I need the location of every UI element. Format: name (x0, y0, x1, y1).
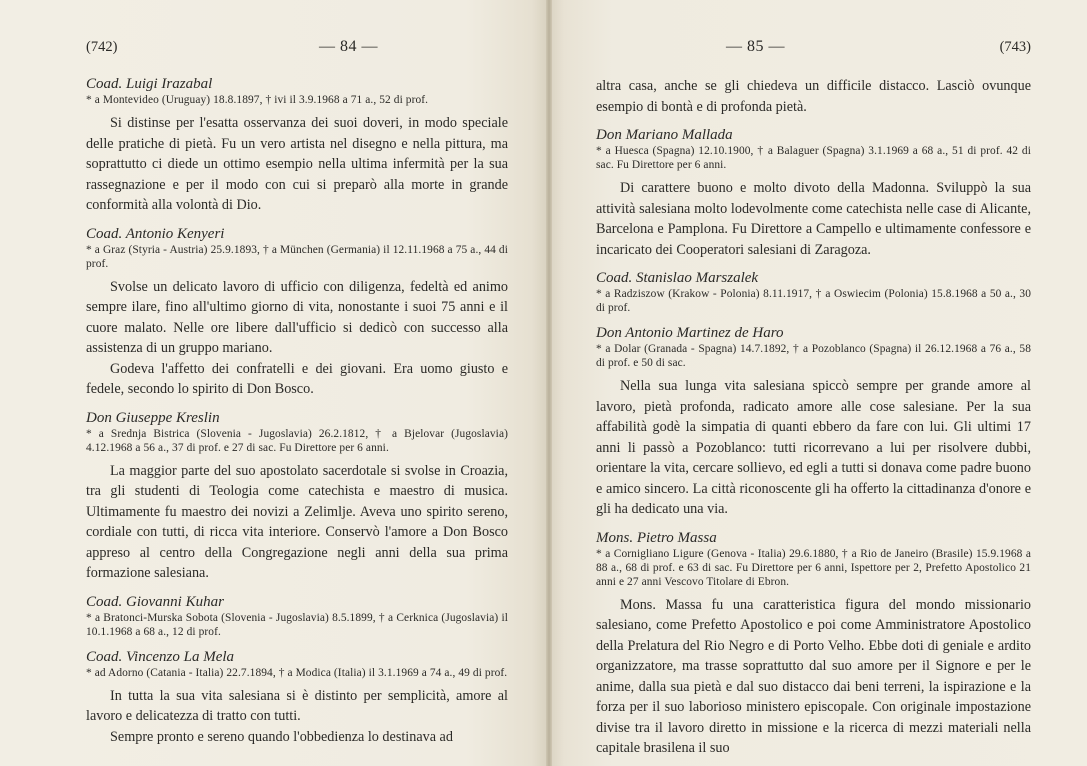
entry-paragraph: Svolse un delicato lavoro di ufficio con diligenza, fedeltà ed animo sempre ilare, fino all'ultimo giorno di vita, nonostante i suoi 75 anni e il cuore malato. Nelle ore libere dall'ufficio si dedicò con successo alla assistenza di un gruppo mariano. (86, 278, 508, 356)
entry-meta: * ad Adorno (Catania - Italia) 22.7.1894, † a Modica (Italia) il 3.1.1969 a 74 a., 49 di prof. (86, 666, 508, 679)
right-running-head (596, 38, 1031, 56)
entry-meta: * a Huesca (Spagna) 12.10.1900, † a Balaguer (Spagna) 3.1.1969 a 68 a., 51 di prof. 42 di sac. Fu Direttore per 6 anni. (596, 145, 1031, 171)
book-gutter (546, 0, 552, 766)
obituary-entry (596, 325, 1031, 520)
obituary-entry (86, 594, 508, 639)
right-page-number: — 85 — (726, 38, 785, 55)
entry-name: Coad. Stanislao Marszalek (596, 270, 759, 286)
entry-paragraph: Si distinse per l'esatta osservanza dei suoi doveri, in modo speciale delle pratiche di pietà. Fu un vero artista nel disegno e nella pittura, ma soprattutto ci diede un ottimo esempio nella ultima infermità per la sua rassegnazione e per il modo con cui si preparò alla morte in grande conformità alla volontà di Dio. (86, 115, 508, 213)
continuation-paragraph: altra casa, anche se gli chiedeva un difficile distacco. Lasciò ovunque esempio di bontà e di profonda pietà. (596, 78, 1031, 115)
entry-paragraph: La maggior parte del suo apostolato sacerdotale si svolse in Croazia, tra gli studenti di Teologia come catechista e maestro di musica. Ultimamente fu maestro dei novizi a Zelimlje. Aveva uno spirito sereno, cordiale con tutti, di ricca vita interiore. Conservò l'amore a Don Bosco appreso al centro della Congregazione negli anni della sua prima formazione salesiana. (86, 462, 508, 581)
entry-name: Coad. Giovanni Kuhar (86, 593, 224, 610)
entry-paragraph: Sempre pronto e sereno quando l'obbedienza lo destinava ad (110, 728, 453, 745)
obituary-entry (86, 649, 508, 748)
entry-meta: * a Montevideo (Uruguay) 18.8.1897, † ivi il 3.9.1968 a 71 a., 52 di prof. (86, 94, 429, 106)
obituary-entry (596, 530, 1031, 759)
obituary-entry (86, 410, 508, 584)
entry-paragraph: Di carattere buono e molto divoto della Madonna. Sviluppò la sua attività salesiana molto lodevolmente come catechista nelle case di Alicante, Barcelona e Pamplona. Fu Direttore a Campello e ultimamente confessore e incaricato dei Cooperatori salesiani di Zaragoza. (596, 180, 1031, 258)
entry-meta: * a Dolar (Granada - Spagna) 14.7.1892, † a Pozoblanco (Spagna) il 26.12.1968 a 76 a., 58 di prof. e 50 di sac. (596, 343, 1031, 369)
entry-meta: * a Bratonci-Murska Sobota (Slovenia - Jugoslavia) 8.5.1899, † a Cerknica (Jugoslavia) il 10.1.1968 a 68 a., 12 di prof. (86, 611, 508, 638)
entry-paragraph: In tutta la sua vita salesiana si è distinto per semplicità, amore al lavoro e delicatezza di tratto con tutti. (86, 687, 508, 724)
obituary-entry (86, 226, 508, 400)
left-running-head (86, 38, 508, 56)
entry-meta: * a Graz (Styria - Austria) 25.9.1893, † a München (Germania) il 12.11.1968 a 75 a., 44 di prof. (86, 243, 508, 270)
entry-name: Coad. Vincenzo La Mela (86, 648, 235, 665)
entry-paragraph: Mons. Massa fu una caratteristica figura del mondo missionario salesiano, come Prefetto Apostolico e poi come Amministratore Apostolico della Prelatura del Rio Negro e di Porto Velho. Ebbe doti di geniale e ardito organizzatore, ma trasse soprattutto dal suo amore per il Signore e per le anime, dalla sua pietà e dal suo distacco dai beni terreni, la ispirazione e la forza per il suo laborioso ministero episcopale. Con originale impostazione divise tra il lavoro diretto in missione e la ricerca di mezzi materiali nella capitale brasilena il suo (596, 596, 1031, 756)
obituary-entry (596, 127, 1031, 260)
right-page (548, 0, 1087, 766)
entry-name: Coad. Luigi Irazabal (86, 76, 213, 92)
entry-paragraph: Godeva l'affetto dei confratelli e dei giovani. Era uomo giusto e fedele, secondo lo spirito di Don Bosco. (86, 360, 508, 397)
entry-name: Don Mariano Mallada (596, 127, 733, 143)
left-folio: (742) (86, 39, 118, 55)
right-folio: (743) (999, 39, 1031, 55)
entry-name: Don Antonio Martinez de Haro (596, 325, 784, 341)
entry-meta: * a Srednja Bistrica (Slovenia - Jugoslavia) 26.2.1812, † a Bjelovar (Jugoslavia) 4.12.1968 a 56 a., 37 di prof. e 27 di sac. Fu Direttore per 6 anni. (86, 427, 508, 454)
entry-name: Don Giuseppe Kreslin (86, 409, 220, 426)
obituary-entry (596, 270, 1031, 315)
entry-name: Mons. Pietro Massa (596, 529, 717, 546)
entry-paragraph: Nella sua lunga vita salesiana spiccò sempre per grande amore al lavoro, pietà profonda, radicato amore alle cose salesiane. Per la sua affabilità godè la simpatia di quanti ebbero da fare con lui. Gli ultimi 17 anni li passò a Pozoblanco: tutti ricorrevano a lui per risolvere dubbi, orientare la vita, cercare sollievo, ed egli a tutti si donava come padre buono e amico sincero. La città riconoscente gli ha offerto la cittadinanza d'onore e gli ha dedicato una via. (596, 378, 1031, 517)
entry-meta: * a Cornigliano Ligure (Genova - Italia) 29.6.1880, † a Rio de Janeiro (Brasile) 15.9.1968 a 88 a., 68 di prof. e 63 di sac. Fu Direttore per 6 anni, Ispettore per 2, Prefetto Apostolico 21 anni e 27 anni Vescovo Titolare di Ebron. (596, 547, 1031, 588)
entry-name: Coad. Antonio Kenyeri (86, 225, 225, 242)
left-page-number: — 84 — (319, 38, 378, 55)
obituary-entry (86, 76, 508, 216)
entry-meta: * a Radziszow (Krakow - Polonia) 8.11.1917, † a Oswiecim (Polonia) 15.8.1968 a 50 a., 30 di prof. (596, 288, 1031, 314)
